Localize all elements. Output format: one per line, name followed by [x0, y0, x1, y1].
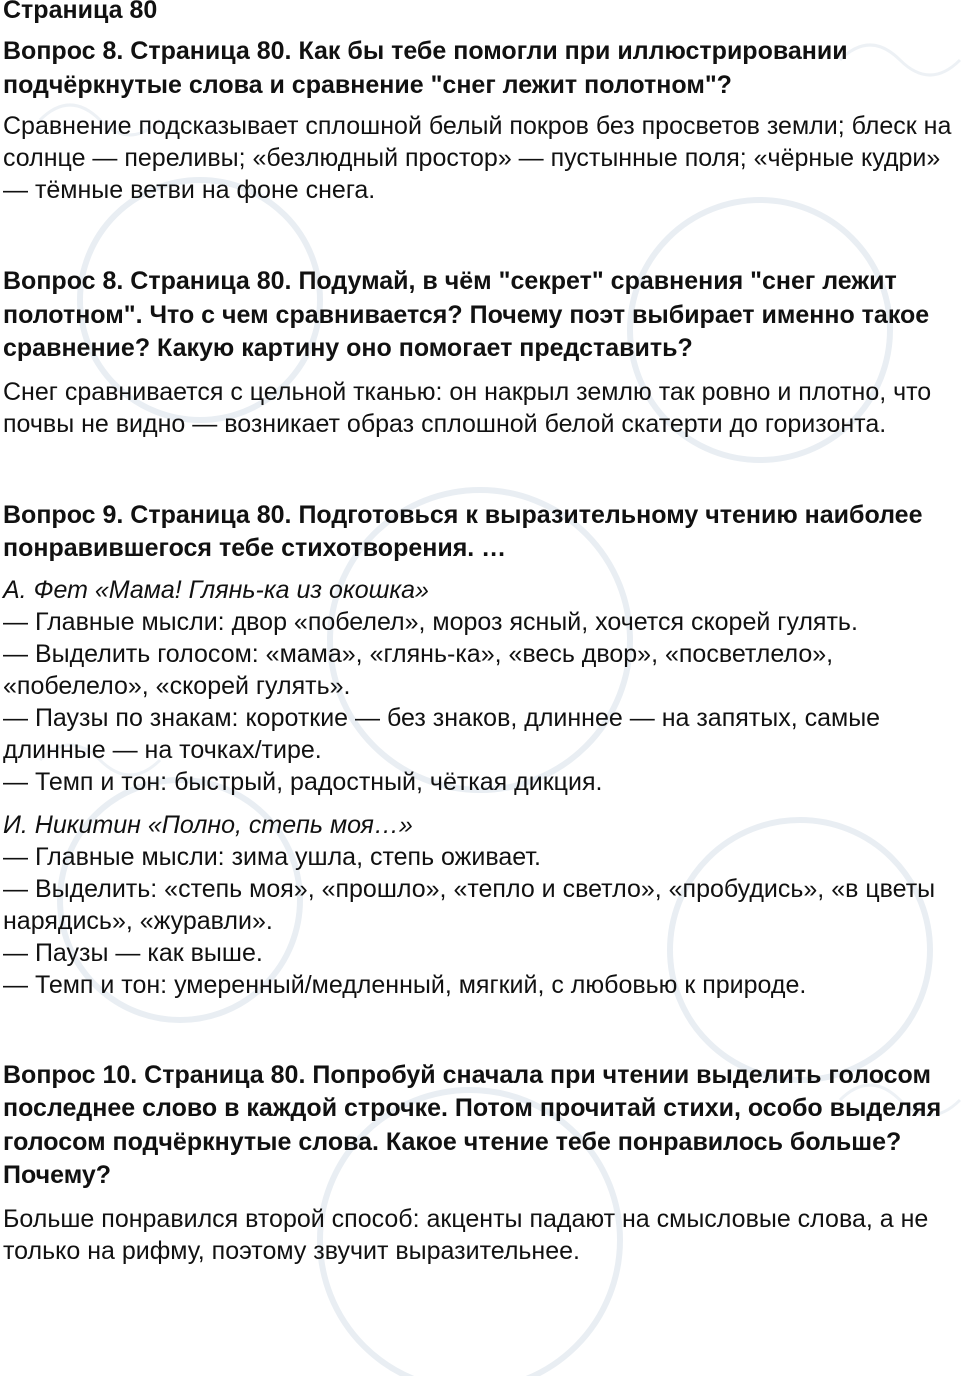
- answer-text: Снег сравнивается с цельной тканью: он накрыл землю так ровно и плотно, что почвы не видно — возникает образ сплошной белой скатерти до горизонта.: [3, 377, 932, 438]
- answer-text: Больше понравился второй способ: акценты падают на смысловые слова, а не только на рифму, поэтому звучит выразительнее.: [3, 1204, 929, 1265]
- answer-line: — Выделить: «степь моя», «прошло», «тепло и светло», «пробудись», «в цветы нарядись», «журавли».: [3, 874, 936, 935]
- poem-title: И. Никитин «Полно, степь моя…»: [3, 810, 413, 839]
- qa-block-4: [3, 1059, 959, 1267]
- answer-text: Сравнение подсказывает сплошной белый покров без просветов земли; блеск на солнце — переливы; «безлюдный простор» — пустынные поля; «чёрные кудри» — тёмные ветви на фоне снега.: [3, 112, 952, 204]
- answer-line: — Паузы — как выше.: [3, 938, 263, 967]
- poem-block-2: [3, 809, 959, 1001]
- qa-block-1: [3, 35, 959, 206]
- answer-line: — Темп и тон: умеренный/медленный, мягкий, с любовью к природе.: [3, 970, 807, 999]
- answer-line: — Главные мысли: двор «побелел», мороз ясный, хочется скорей гулять.: [3, 607, 858, 636]
- question-heading: Вопрос 9. Страница 80. Подготовься к выразительному чтению наиболее понравившегося тебе стихотворения. …: [3, 500, 923, 562]
- qa-block-2: [3, 265, 959, 440]
- question-heading: Вопрос 8. Страница 80. Подумай, в чём "секрет" сравнения "снег лежит полотном". Что с чем сравнивается? Почему поэт выбирает именно такое сравнение? Какую картину оно помогает представить?: [3, 267, 930, 362]
- poem-block-1: [3, 574, 959, 798]
- answer-line: — Выделить голосом: «мама», «глянь-ка», «весь двор», «посветлело», «побелело», «скорей гулять».: [3, 639, 834, 700]
- question-heading: Вопрос 8. Страница 80. Как бы тебе помогли при иллюстрировании подчёркнутые слова и сравнение "снег лежит полотном"?: [3, 37, 848, 99]
- page-title: Страница 80: [3, 0, 158, 24]
- answer-line: — Темп и тон: быстрый, радостный, чёткая дикция.: [3, 767, 603, 796]
- question-heading: Вопрос 10. Страница 80. Попробуй сначала при чтении выделить голосом последнее слово в каждой строчке. Потом прочитай стихи, особо выделяя голосом подчёркнутые слова. Какое чтение тебе понравилось больше? Почему?: [3, 1060, 942, 1189]
- poem-title: А. Фет «Мама! Глянь-ка из окошка»: [3, 575, 429, 604]
- answer-line: — Главные мысли: зима ушла, степь оживает.: [3, 842, 541, 871]
- qa-block-3: [3, 499, 959, 1001]
- answer-line: — Паузы по знакам: короткие — без знаков, длиннее — на запятых, самые длинные — на точках/тире.: [3, 703, 881, 764]
